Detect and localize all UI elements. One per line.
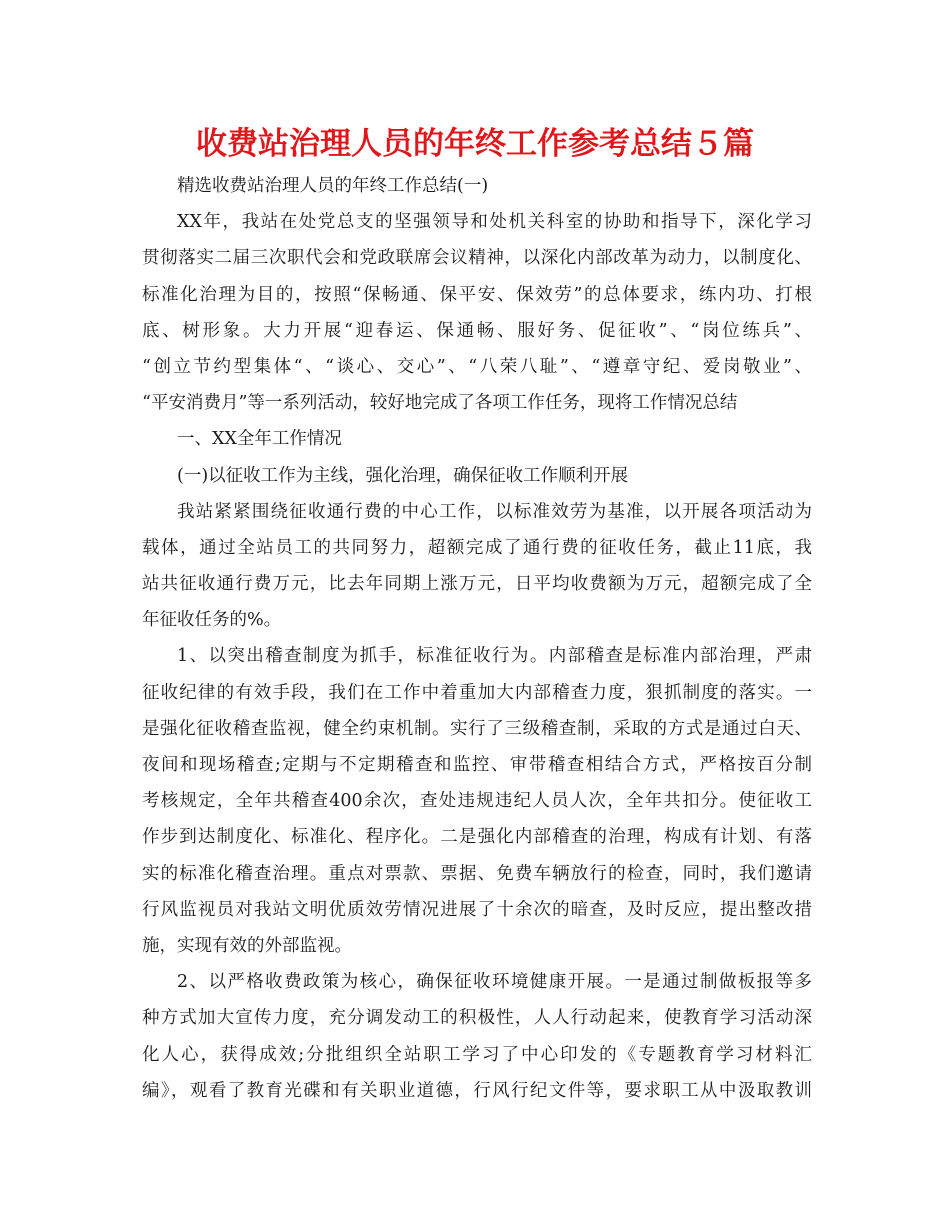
section-heading: 一、XX全年工作情况 bbox=[177, 429, 342, 450]
paragraph-line: 征收纪律的有效手段，我们在工作中着重加大内部稽查力度，狠抓制度的落实。一 bbox=[142, 682, 812, 703]
paragraph-line: 行风监视员对我站文明优质效劳情况进展了十余次的暗查，及时反应，提出整改措 bbox=[142, 899, 812, 920]
paragraph-line: 年征收任务的%。 bbox=[142, 610, 282, 631]
paragraph-line: 载体，通过全站员工的共同努力，超额完成了通行费的征收任务，截止11底，我 bbox=[142, 537, 812, 558]
paragraph-line: 1、以突出稽查制度为抓手，标准征收行为。内部稽查是标准内部治理，严肃 bbox=[177, 646, 812, 667]
paragraph-line: 贯彻落实二届三次职代会和党政联席会议精神，以深化内部改革为动力，以制度化、 bbox=[142, 248, 812, 269]
paragraph-line: 是强化征收稽查监视，健全约束机制。实行了三级稽查制，采取的方式是通过白天、 bbox=[142, 718, 812, 739]
paragraph-line: “创立节约型集体“、“谈心、交心”、“八荣八耻”、“遵章守纪、爱岗敬业”、 bbox=[142, 356, 812, 377]
section-subtitle: 精选收费站治理人员的年终工作总结(一) bbox=[177, 176, 489, 196]
paragraph-line: 施，实现有效的外部监视。 bbox=[142, 935, 352, 956]
paragraph-line: XX年，我站在处党总支的坚强领导和处机关科室的协助和指导下，深化学习 bbox=[177, 212, 812, 233]
paragraph-line: 考核规定，全年共稽查400余次，查处违规违纪人员人次，全年共扣分。使征收工 bbox=[142, 791, 812, 812]
paragraph-line: 实的标准化稽查治理。重点对票款、票据、免费车辆放行的检查，同时，我们邀请 bbox=[142, 863, 812, 884]
paragraph-line: 种方式加大宣传力度，充分调发动工的积极性，人人行动起来，使教育学习活动深 bbox=[142, 1008, 812, 1029]
paragraph-line: 标准化治理为目的，按照“保畅通、保平安、保效劳”的总体要求，练内功、打根 bbox=[142, 284, 812, 305]
paragraph-line: 站共征收通行费万元，比去年同期上涨万元，日平均收费额为万元，超额完成了全 bbox=[142, 574, 812, 595]
document-body bbox=[142, 168, 812, 1109]
paragraph-line: “平安消费月”等一系列活动，较好地完成了各项工作任务，现将工作情况总结 bbox=[142, 393, 738, 414]
paragraph-line: 底、树形象。大力开展“迎春运、保通畅、服好务、促征收”、“岗位练兵”、 bbox=[142, 320, 812, 341]
document-title: 收费站治理人员的年终工作参考总结５篇 bbox=[196, 126, 754, 162]
paragraph-line: 编》，观看了教育光碟和有关职业道德，行风行纪文件等，要求职工从中汲取教训 bbox=[142, 1080, 812, 1101]
paragraph-line: 作步到达制度化、标准化、程序化。二是强化内部稽查的治理，构成有计划、有落 bbox=[142, 827, 812, 848]
paragraph-line: 化人心，获得成效;分批组织全站职工学习了中心印发的《专题教育学习材料汇 bbox=[142, 1044, 812, 1065]
paragraph-line: 夜间和现场稽查;定期与不定期稽查和监控、审带稽查相结合方式，严格按百分制 bbox=[142, 755, 812, 775]
paragraph-line: 我站紧紧围绕征收通行费的中心工作，以标准效劳为基准，以开展各项活动为 bbox=[177, 501, 812, 522]
subsection-heading: (一)以征收工作为主线，强化治理，确保征收工作顺利开展 bbox=[177, 465, 629, 486]
paragraph-line: 2、以严格收费政策为核心，确保征收环境健康开展。一是通过制做板报等多 bbox=[177, 972, 812, 993]
